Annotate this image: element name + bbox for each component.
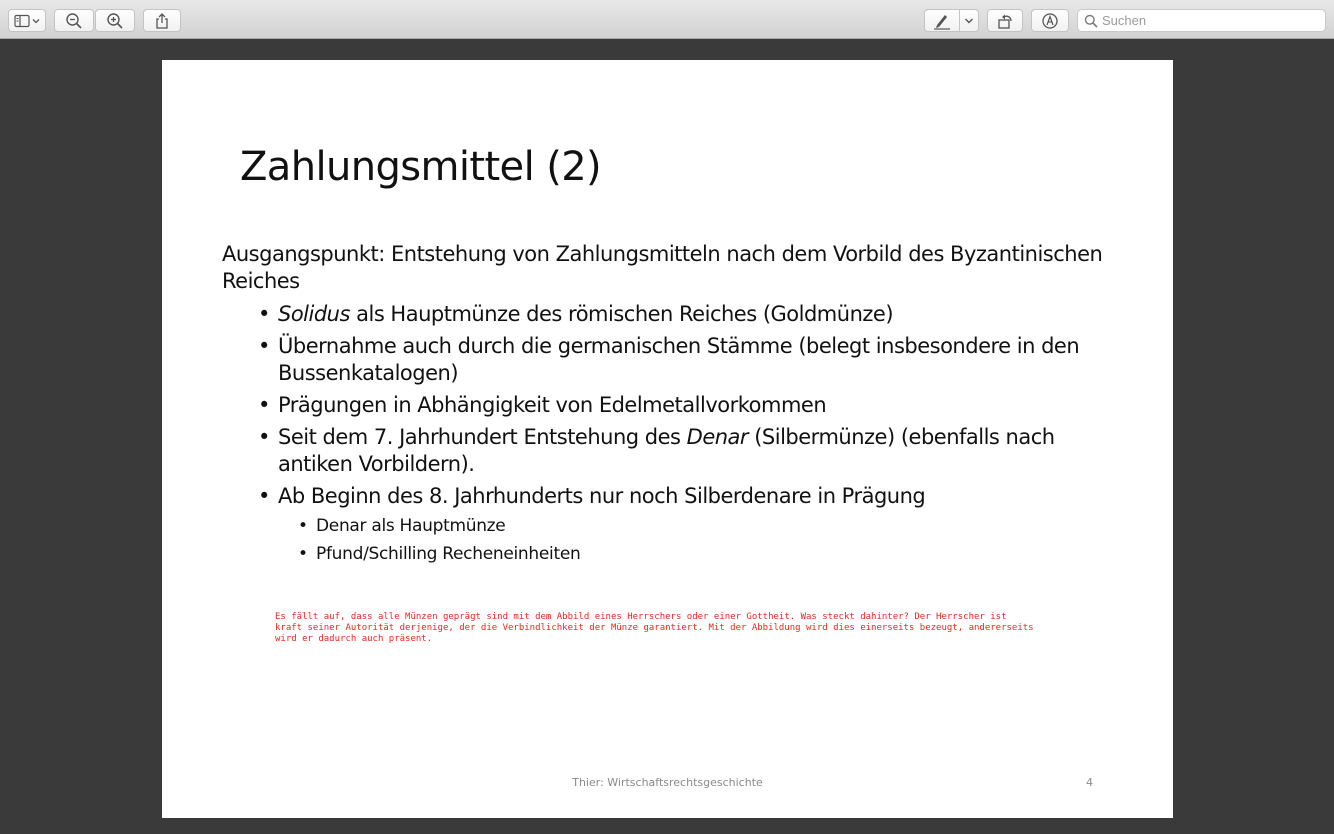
solidus-term: Solidus — [278, 302, 350, 326]
bullet-marker: • — [298, 516, 308, 536]
lead-text: Ausgangspunkt: Entstehung von Zahlungsmitteln nach dem Vorbild des Byzantinischen Reiches — [222, 242, 1103, 293]
rotate-icon — [996, 12, 1014, 30]
bullet-marker: • — [258, 334, 270, 358]
sub-bullet-list — [278, 512, 1122, 568]
search-field[interactable] — [1077, 9, 1326, 32]
sub-list-item — [298, 540, 1122, 568]
share-button[interactable] — [143, 9, 181, 32]
sub-list-item — [298, 512, 1122, 540]
bullet-text: Prägungen in Abhängigkeit von Edelmetallvorkommen — [278, 393, 827, 417]
toolbar — [0, 0, 1334, 39]
list-item — [258, 301, 1122, 328]
bullet-text: (Silbermünze) (ebenfalls nach antiken Vorbildern). — [278, 425, 1055, 476]
bullet-marker: • — [258, 393, 270, 417]
bullet-marker: • — [298, 544, 308, 564]
sub-bullet-text: Denar als Hauptmünze — [316, 516, 506, 536]
slide-footer: Thier: Wirtschaftsrechtsgeschichte — [572, 776, 763, 789]
pen-icon — [932, 12, 952, 30]
bullet-text: Seit dem 7. Jahrhundert Entstehung des — [278, 425, 687, 449]
markup-menu-button[interactable] — [959, 9, 979, 32]
page-number: 4 — [1086, 776, 1093, 789]
list-item — [258, 483, 1122, 568]
sidebar-icon — [13, 14, 41, 28]
speaker-note: Es fällt auf, dass alle Münzen geprägt sind mit dem Abbild eines Herrschers oder einer Gottheit. Was steckt dahinter? Der Herrscher ist kraft seiner Autorität derjenige, der die Verbindlichkeit der Münze garantiert. Mit der Abbildung wird dies einerseits bezeugt, andererseits wird er dadurch auch präsent. — [275, 612, 1034, 644]
sub-bullet-text: Pfund/Schilling Recheneinheiten — [316, 544, 581, 564]
zoom-out-button[interactable] — [54, 9, 94, 32]
slide-page — [162, 60, 1173, 818]
denar-term: Denar — [686, 425, 749, 449]
search-input[interactable] — [1102, 13, 1312, 28]
chevron-down-icon — [964, 17, 974, 25]
slide-body — [222, 241, 1122, 573]
bullet-text: als Hauptmünze des römischen Reiches (Goldmünze) — [349, 302, 894, 326]
share-icon — [154, 12, 170, 30]
bullet-text: Ab Beginn des 8. Jahrhunderts nur noch Silberdenare in Prägung — [278, 484, 926, 508]
list-item — [258, 424, 1122, 478]
zoom-in-icon — [106, 12, 124, 30]
bullet-marker: • — [258, 484, 270, 508]
bullet-marker: • — [258, 302, 270, 326]
rotate-button[interactable] — [987, 9, 1023, 32]
list-item — [258, 333, 1122, 387]
markup-icon — [1041, 12, 1059, 30]
sidebar-button[interactable] — [8, 9, 46, 32]
zoom-in-button[interactable] — [95, 9, 135, 32]
zoom-out-icon — [65, 12, 83, 30]
bullet-marker: • — [258, 425, 270, 449]
list-item — [258, 392, 1122, 419]
markup-pen-button[interactable] — [924, 9, 960, 32]
slide-title: Zahlungsmittel (2) — [240, 144, 602, 190]
search-icon — [1084, 14, 1098, 28]
bullet-list — [222, 301, 1122, 568]
bullet-text: Übernahme auch durch die germanischen Stämme (belegt insbesondere in den Bussenkatalogen) — [278, 334, 1080, 385]
annotate-button[interactable] — [1031, 9, 1069, 32]
